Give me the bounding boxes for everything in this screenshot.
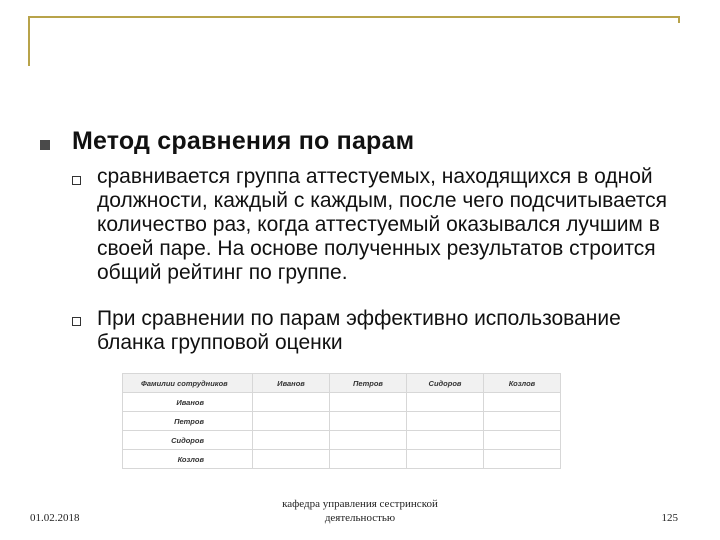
square-bullet-icon bbox=[40, 140, 50, 150]
bullet-text-1: сравнивается группа аттестуемых, находящихся в одной должности, каждый с каждым, после чего подсчитывается количество раз, когда аттестуемый оказывался лучшим в своей паре. На основе полученных результатов строится общий рейтинг по группе. bbox=[97, 165, 667, 284]
footer-department: кафедра управления сестринской деятельностью bbox=[282, 498, 438, 524]
row-label: Козлов bbox=[123, 450, 253, 469]
frame-top-line bbox=[28, 16, 680, 18]
table-cell bbox=[330, 412, 407, 431]
header-cell: Иванов bbox=[253, 374, 330, 393]
table-cell bbox=[330, 450, 407, 469]
table-cell bbox=[484, 412, 561, 431]
table-cell bbox=[253, 412, 330, 431]
row-label: Петров bbox=[123, 412, 253, 431]
table-cell bbox=[407, 431, 484, 450]
header-cell: Фамилии сотрудников bbox=[123, 374, 253, 393]
header-cell: Сидоров bbox=[407, 374, 484, 393]
table-cell bbox=[253, 393, 330, 412]
header-cell: Петров bbox=[330, 374, 407, 393]
hollow-square-bullet-icon bbox=[72, 317, 81, 326]
frame-right-tick bbox=[678, 16, 680, 23]
row-label: Сидоров bbox=[123, 431, 253, 450]
table-cell bbox=[253, 450, 330, 469]
header-cell: Козлов bbox=[484, 374, 561, 393]
table-row bbox=[123, 412, 561, 431]
evaluation-table bbox=[122, 373, 561, 469]
slide-heading: Метод сравнения по парам bbox=[72, 127, 415, 155]
bullet-text-2: При сравнении по парам эффективно использование бланка групповой оценки bbox=[97, 307, 621, 354]
hollow-square-bullet-icon bbox=[72, 176, 81, 185]
table-cell bbox=[407, 450, 484, 469]
table-cell bbox=[407, 412, 484, 431]
table-row bbox=[123, 393, 561, 412]
row-label: Иванов bbox=[123, 393, 253, 412]
table-cell bbox=[407, 393, 484, 412]
page-number: 125 bbox=[661, 512, 678, 524]
table-row bbox=[123, 431, 561, 450]
table-row bbox=[123, 450, 561, 469]
table-header-row bbox=[123, 374, 561, 393]
table-cell bbox=[484, 431, 561, 450]
table-cell bbox=[484, 450, 561, 469]
table-cell bbox=[253, 431, 330, 450]
table-cell bbox=[330, 431, 407, 450]
footer-date: 01.02.2018 bbox=[30, 512, 80, 524]
table-cell bbox=[330, 393, 407, 412]
group-evaluation-form bbox=[122, 373, 560, 465]
frame-left-line bbox=[28, 16, 30, 66]
table-cell bbox=[484, 393, 561, 412]
